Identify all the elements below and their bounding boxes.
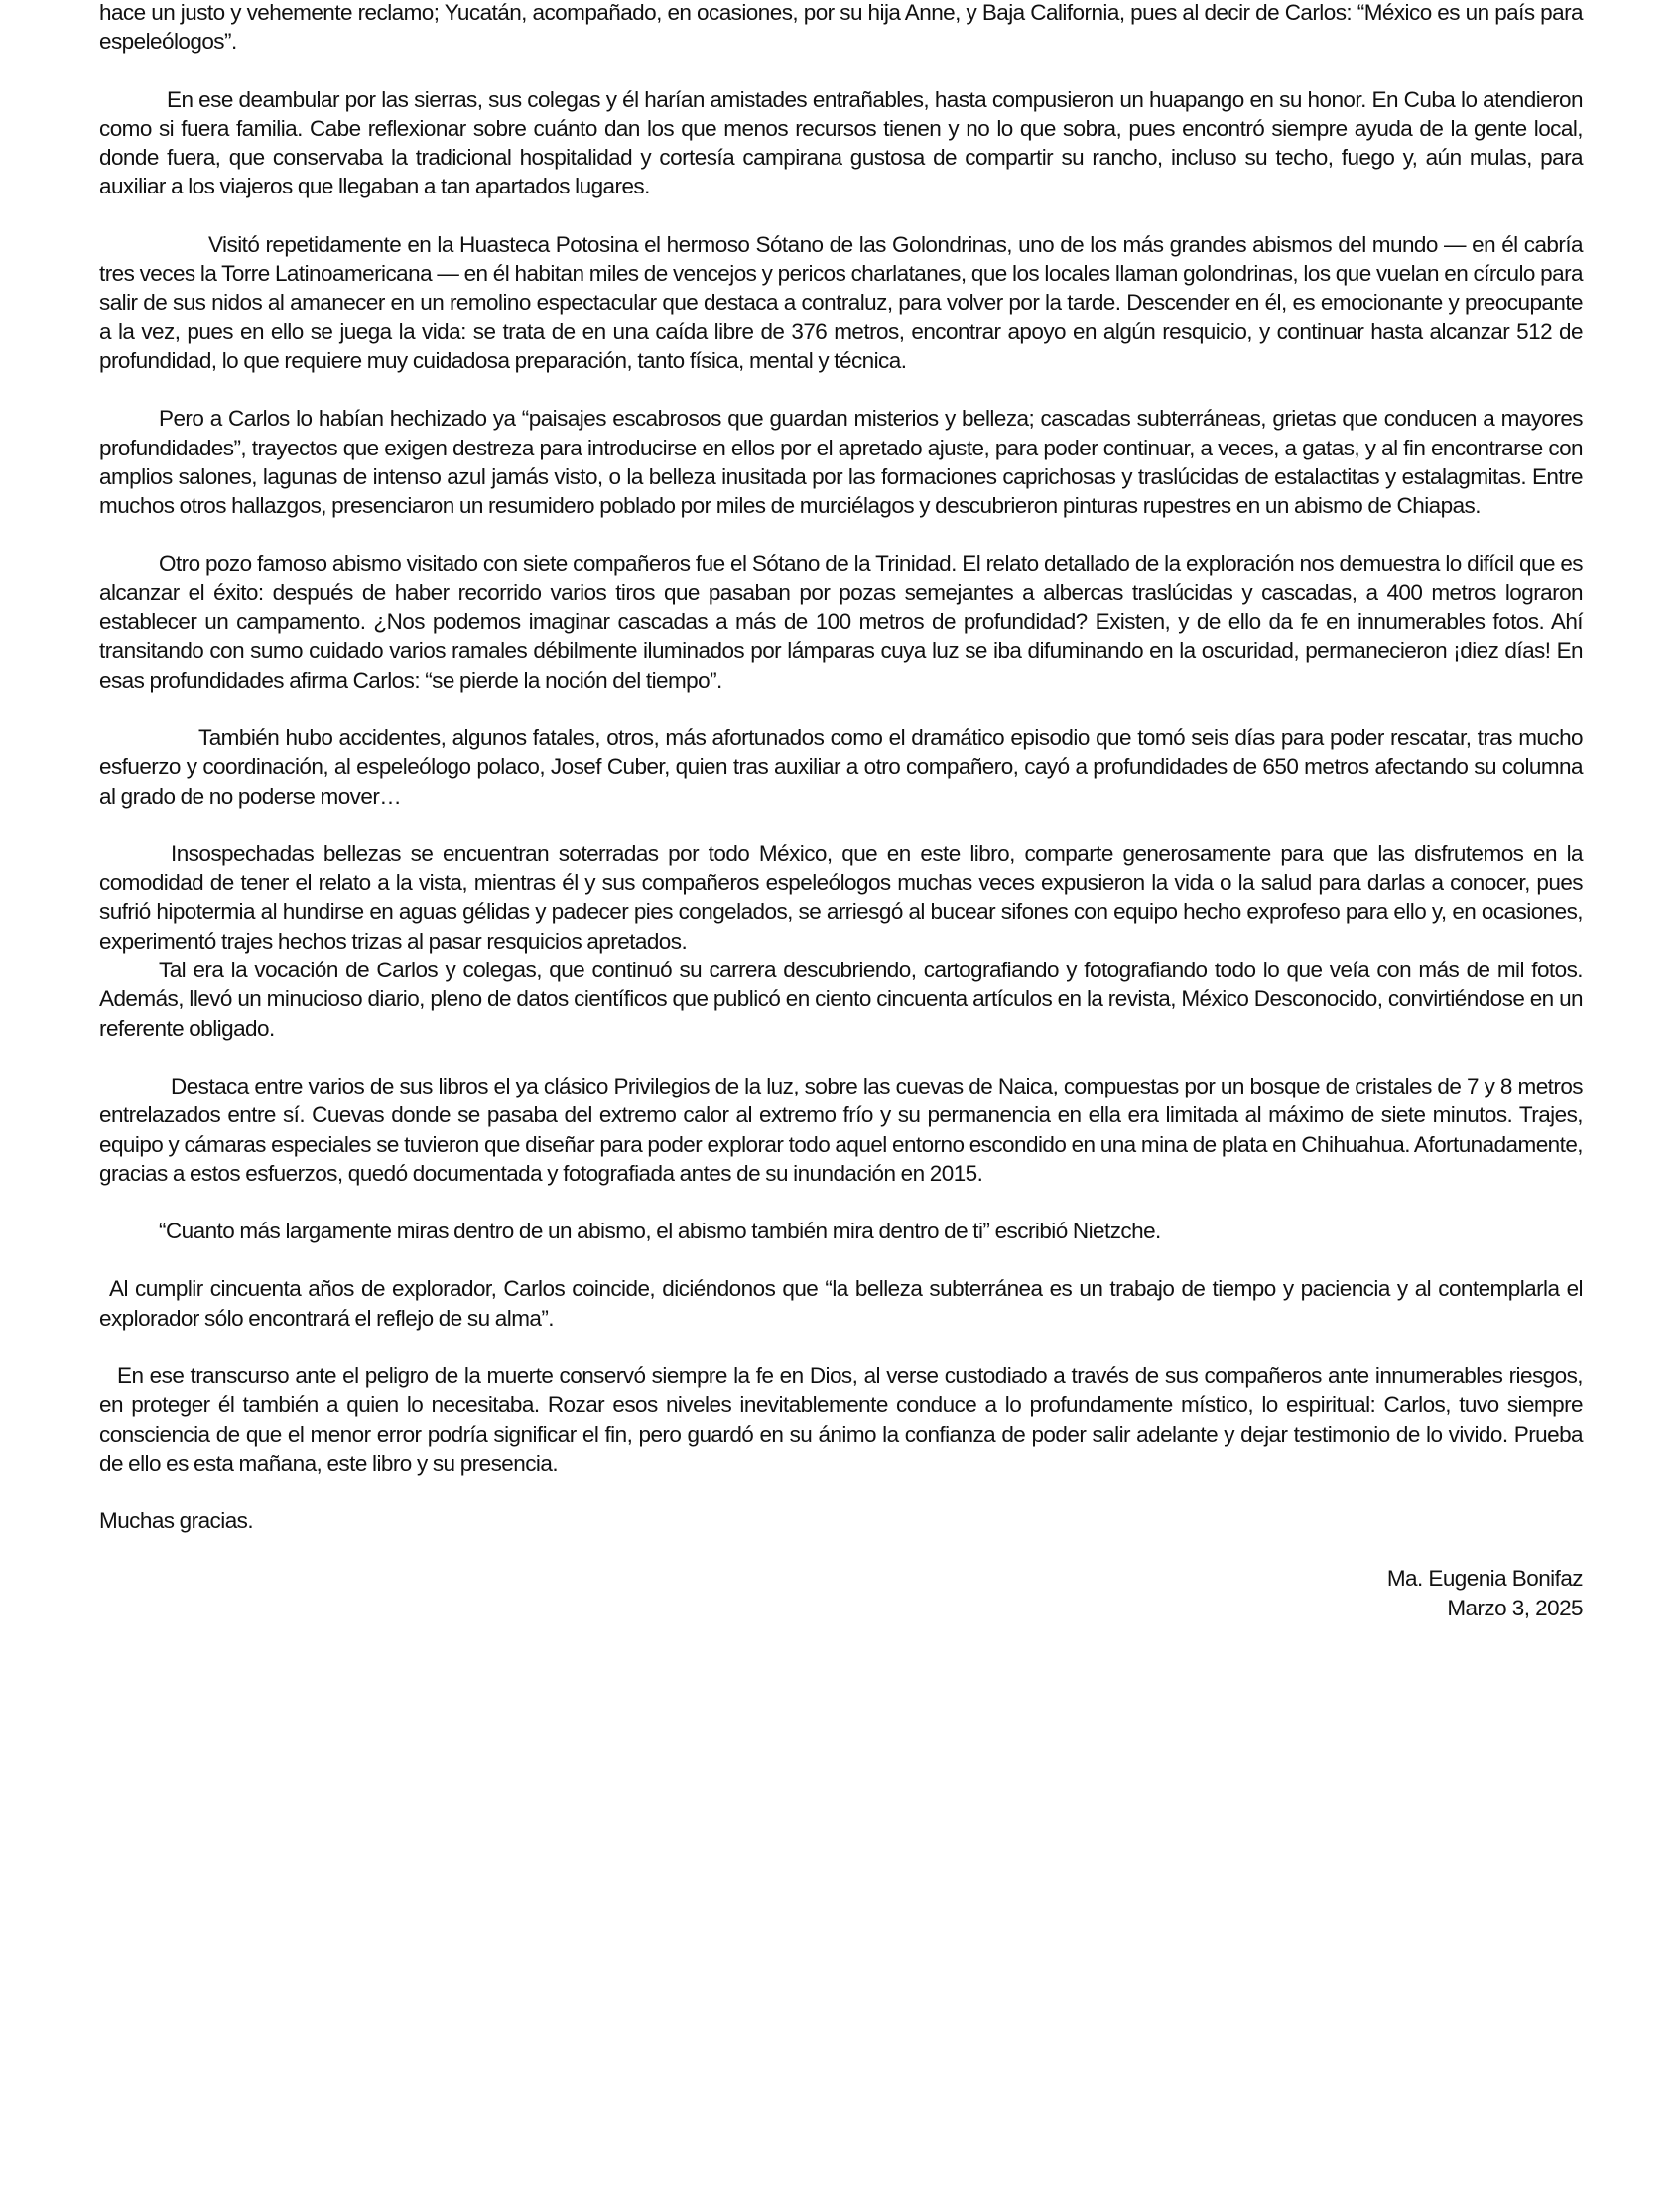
paragraph-reclamo-yucatan: hace un justo y vehemente reclamo; Yucatán, acompañado, en ocasiones, por su hija Anne, y Baja California, pues al decir de Carlos: “México es un país para espeleólogos”. — [99, 0, 1583, 55]
paragraph-muchas-gracias: Muchas gracias. — [99, 1508, 254, 1534]
document-page — [99, 0, 1583, 1622]
paragraph-privilegios-de-la-luz: Destaca entre varios de sus libros el ya clásico Privilegios de la luz, sobre las cuevas de Naica, compuestas por un bosque de cristales de 7 y 8 metros entrelazados entre sí. Cuevas donde se pasaba del extremo calor al extremo frío y su permanencia en ella era limitada al máximo de siete minutos. Trajes, equipo y cámaras especiales se tuvieron que diseñar para poder explorar todo aquel entorno escondido en una mina de plata en Chihuahua. Afortunadamente, gracias a estos esfuerzos, quedó documentada y fotografiada antes de su inundación en 2015. — [99, 1073, 1583, 1186]
paragraph-sotano-golondrinas: Visitó repetidamente en la Huasteca Potosina el hermoso Sótano de las Golondrinas, uno de los más grandes abismos del mundo — en él cabría tres veces la Torre Latinoamericana — en él habitan miles de vencejos y pericos charlatanes, que los locales llaman golondrinas, los que vuelan en círculo para salir de sus nidos al amanecer en un remolino espectacular que destaca a contraluz, para volver por la tarde. Descender en él, es emocionante y preocupante a la vez, pues en ello se juega la vida: se trata de en una caída libre de 376 metros, encontrar apoyo en algún resquicio, y continuar hasta alcanzar 512 de profundidad, lo que requiere muy cuidadosa preparación, tanto física, mental y técnica. — [99, 231, 1583, 373]
signature-name: Ma. Eugenia Bonifaz — [1386, 1566, 1583, 1592]
paragraph-deambular-sierras: En ese deambular por las sierras, sus colegas y él harían amistades entrañables, hasta compusieron un huapango en su honor. En Cuba lo atendieron como si fuera familia. Cabe reflexionar sobre cuánto dan los que menos recursos tienen y no lo que sobra, pues encontró siempre ayuda de la gente local, donde fuera, que conservaba la tradicional hospitalidad y cortesía campirana gustosa de compartir su rancho, incluso su techo, fuego y, aún mulas, para auxiliar a los viajeros que llegaban a tan apartados lugares. — [99, 86, 1583, 199]
paragraph-insospechadas-bellezas: Insospechadas bellezas se encuentran soterradas por todo México, que en este libro, comparte generosamente para que las disfrutemos en la comodidad de tener el relato a la vista, mientras él y sus compañeros espeleólogos muchas veces expusieron la vida o la salud para darlas a conocer, pues sufrió hipotermia al hundirse en aguas gélidas y padecer pies congelados, se arriesgó al bucear sifones con equipo hecho exprofeso para ello y, en ocasiones, experimentó trajes hechos trizas al pasar resquicios apretados. — [99, 840, 1583, 954]
paragraph-nietzsche-quote: “Cuanto más largamente miras dentro de un abismo, el abismo también mira dentro de ti” escribió Nietzche. — [159, 1219, 1161, 1244]
paragraph-sotano-trinidad: Otro pozo famoso abismo visitado con siete compañeros fue el Sótano de la Trinidad. El relato detallado de la exploración nos demuestra lo difícil que es alcanzar el éxito: después de haber recorrido varios tiros que pasaban por pozas semejantes a albercas traslúcidas y cascadas, a 400 metros lograron establecer un campamento. ¿Nos podemos imaginar cascadas a más de 100 metros de profundidad? Existen, y de ello da fe en innumerables fotos. Ahí transitando con sumo cuidado varios ramales débilmente iluminados por lámparas cuya luz se iba difuminando en la oscuridad, permanecieron ¡diez días! En esas profundidades afirma Carlos: “se pierde la noción del tiempo”. — [99, 551, 1583, 693]
paragraph-fe-en-dios: En ese transcurso ante el peligro de la muerte conservó siempre la fe en Dios, al verse custodiado a través de sus compañeros ante innumerables riesgos, en proteger él también a quien lo necesitaba. Rozar esos niveles inevitablemente conduce a lo profundamente místico, lo espiritual: Carlos, tuvo siempre consciencia de que el menor error podría significar el fin, pero guardó en su ánimo la confianza de poder salir adelante y dejar testimonio de lo vivido. Prueba de ello es esta mañana, este libro y su presencia. — [99, 1362, 1583, 1476]
paragraph-vocacion-carlos: Tal era la vocación de Carlos y colegas, que continuó su carrera descubriendo, cartografiando y fotografiando todo lo que veía con más de mil fotos. Además, llevó un minucioso diario, pleno de datos científicos que publicó en ciento cincuenta artículos en la revista, México Desconocido, convirtiéndose en un referente obligado. — [99, 958, 1583, 1041]
signature-date: Marzo 3, 2025 — [1447, 1595, 1583, 1620]
paragraph-cincuenta-anos: Al cumplir cincuenta años de explorador, Carlos coincide, diciéndonos que “la belleza subterránea es un trabajo de tiempo y paciencia y al contemplarla el explorador sólo encontrará el reflejo de su alma”. — [99, 1276, 1583, 1331]
paragraph-accidentes: También hubo accidentes, algunos fatales, otros, más afortunados como el dramático episodio que tomó seis días para poder rescatar, tras mucho esfuerzo y coordinación, al espeleólogo polaco, Josef Cuber, quien tras auxiliar a otro compañero, cayó a profundidades de 650 metros afectando su columna al grado de no poderse mover… — [99, 724, 1583, 809]
signature-block — [99, 1564, 1583, 1622]
paragraph-paisajes-escabrosos: Pero a Carlos lo habían hechizado ya “paisajes escabrosos que guardan misterios y belleza; cascadas subterráneas, grietas que conducen a mayores profundidades”, trayectos que exigen destreza para introducirse en ellos por el apretado ajuste, para poder continuar, a veces, a gatas, y al fin encontrarse con amplios salones, lagunas de intenso azul jamás visto, o la belleza inusitada por las formaciones caprichosas y traslúcidas de estalactitas y estalagmitas. Entre muchos otros hallazgos, presenciaron un resumidero poblado por miles de murciélagos y descubrieron pinturas rupestres en un abismo de Chiapas. — [99, 406, 1583, 519]
